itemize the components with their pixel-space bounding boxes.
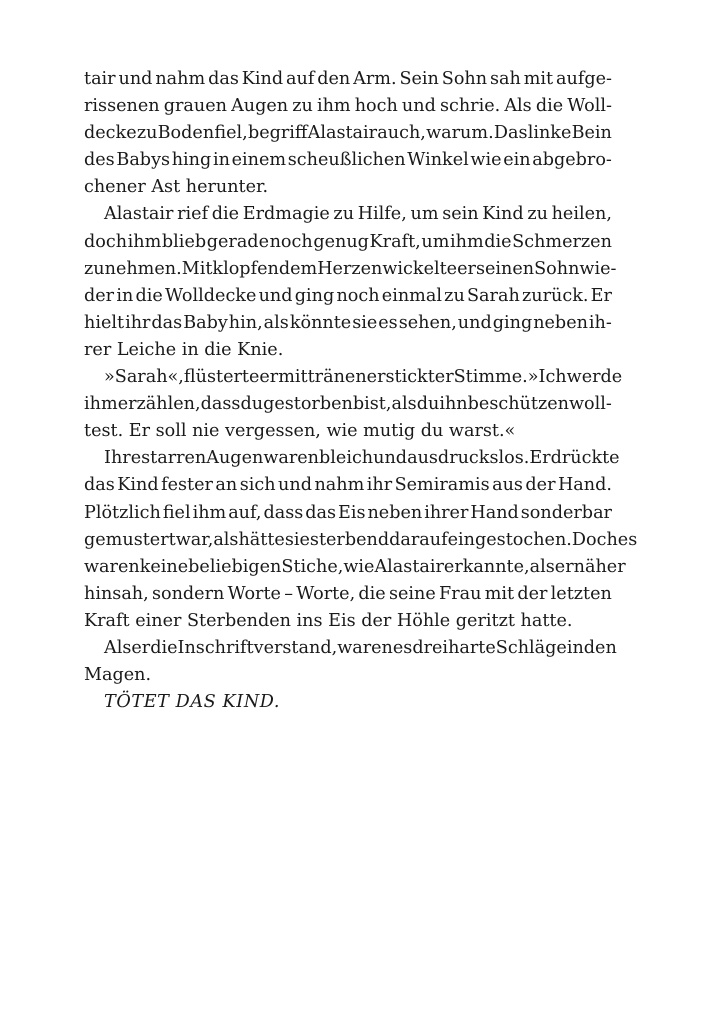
word: tair xyxy=(84,69,116,89)
word: fester xyxy=(161,475,213,496)
word: fiel, xyxy=(214,123,248,144)
word: Inschrift xyxy=(177,637,254,658)
word: sein xyxy=(442,204,479,225)
word: bist, xyxy=(352,394,392,415)
word: er xyxy=(457,258,476,279)
word: hätte xyxy=(238,529,285,550)
word: aufge- xyxy=(556,69,612,89)
word: sich xyxy=(239,475,276,496)
word: blieb xyxy=(161,231,207,252)
word: hin, xyxy=(228,312,263,333)
word: in xyxy=(116,285,134,306)
word: einem xyxy=(231,150,287,171)
word: beschützen xyxy=(467,394,569,415)
word: Bein xyxy=(571,123,612,144)
word: Hilfe, xyxy=(357,204,407,225)
word: klopfendem xyxy=(212,258,318,279)
word: ihr xyxy=(366,475,393,496)
word: dass xyxy=(263,502,304,523)
word: decke xyxy=(84,123,137,144)
word: eingestochen. xyxy=(447,529,572,550)
word: Als xyxy=(504,96,532,117)
text-line xyxy=(84,391,612,418)
word: Sohn xyxy=(534,258,580,279)
word: zu xyxy=(136,123,158,144)
word: Plötzlich xyxy=(84,502,161,523)
text-line xyxy=(84,581,612,608)
word: Wolldecke xyxy=(165,285,257,306)
word: einmal xyxy=(381,285,442,306)
word: als xyxy=(263,312,289,333)
word: und xyxy=(457,312,492,333)
word: – xyxy=(284,583,293,604)
word: hielt xyxy=(84,312,125,333)
word: verstand, xyxy=(253,637,338,658)
word: war, xyxy=(175,529,214,550)
word: er xyxy=(554,556,574,577)
word: zu xyxy=(84,258,105,279)
word: woll- xyxy=(569,394,612,415)
word: Arm. xyxy=(353,69,397,89)
word: das xyxy=(151,312,183,333)
word: sonderbar xyxy=(520,502,612,523)
word: Alastair xyxy=(374,556,444,577)
word: an xyxy=(215,475,238,496)
word: drückte xyxy=(550,448,620,469)
word: um xyxy=(421,231,450,252)
word: waren xyxy=(337,637,393,658)
word: Woll- xyxy=(567,96,612,117)
word: ih- xyxy=(588,312,612,333)
word: näher xyxy=(573,556,626,577)
text-line: Kraft einer Sterbenden ins Eis der Höhle geritzt hatte. xyxy=(84,610,573,631)
word: neben xyxy=(533,312,588,333)
word: hinsah, xyxy=(84,583,149,604)
word: ihm xyxy=(192,502,227,523)
word: neben xyxy=(367,502,423,523)
word: ging xyxy=(492,312,533,333)
word: mit xyxy=(523,69,554,89)
word: Mit xyxy=(181,258,213,279)
word: aus xyxy=(492,475,523,496)
word: erzählen, xyxy=(117,394,201,415)
word: hing xyxy=(171,150,212,171)
word: Worte, xyxy=(296,583,356,604)
word: als xyxy=(529,556,555,577)
word: Stimme. xyxy=(453,367,528,388)
word: Doch xyxy=(571,529,618,550)
word: seine xyxy=(388,583,436,604)
word: ihr xyxy=(125,312,151,333)
word: die xyxy=(358,583,386,604)
word: die xyxy=(135,285,163,306)
word: ihm xyxy=(84,394,118,415)
word: Alastair xyxy=(307,123,378,144)
word: erkannte, xyxy=(443,556,530,577)
word: fiel xyxy=(162,502,191,523)
word: der xyxy=(525,475,556,496)
word: Er xyxy=(529,448,551,469)
word: Eis xyxy=(338,502,366,523)
word: zu xyxy=(527,204,548,225)
word: bleich xyxy=(319,448,374,469)
text-line xyxy=(84,500,612,527)
word: sondern xyxy=(151,583,225,604)
word: letzten xyxy=(550,583,612,604)
word: nehmen. xyxy=(104,258,182,279)
word: wie xyxy=(343,556,375,577)
word: Kraft, xyxy=(369,231,421,252)
word: seinen xyxy=(475,258,535,279)
word: keine xyxy=(139,556,189,577)
word: rief xyxy=(177,204,209,225)
word: genug xyxy=(313,231,369,252)
word: und xyxy=(401,96,436,117)
word: Frau xyxy=(439,583,482,604)
word: wie xyxy=(470,150,502,171)
word: begriff xyxy=(247,123,308,144)
word: auf, xyxy=(228,502,262,523)
word: du xyxy=(240,394,264,415)
text-line xyxy=(84,283,612,310)
word: Hand xyxy=(470,502,519,523)
text-line: rer Leiche in die Knie. xyxy=(84,339,284,360)
word: Winkel xyxy=(407,150,469,171)
word: und xyxy=(278,475,312,496)
word: heilen, xyxy=(551,204,612,225)
text-line xyxy=(84,120,612,147)
word: tränenerstickter xyxy=(307,367,454,388)
word: Herzen xyxy=(317,258,383,279)
text-line xyxy=(84,147,612,174)
text-line xyxy=(84,310,612,337)
word: sie xyxy=(352,312,378,333)
word: er xyxy=(259,367,279,388)
word: das xyxy=(208,69,239,89)
word: Kind xyxy=(241,69,284,89)
word: Hand. xyxy=(557,475,612,496)
word: Boden xyxy=(157,123,215,144)
text-line xyxy=(84,201,612,228)
word: Schmerzen xyxy=(512,231,612,252)
word: Worte xyxy=(227,583,281,604)
word: des xyxy=(84,150,115,171)
text-line: Magen. xyxy=(84,665,152,686)
word: darauf xyxy=(389,529,448,550)
word: »Sarah«, xyxy=(104,367,184,388)
word: es xyxy=(617,529,638,550)
word: der xyxy=(517,583,548,604)
word: dass xyxy=(200,394,241,415)
word: und xyxy=(118,69,153,89)
word: Alastair xyxy=(104,204,174,225)
word: als xyxy=(391,394,417,415)
word: Kind xyxy=(482,204,524,225)
word: werde xyxy=(566,367,623,388)
word: nahm xyxy=(314,475,365,496)
word: Als xyxy=(104,637,132,658)
text-line xyxy=(84,554,626,581)
word: ihm xyxy=(127,231,162,252)
word: waren xyxy=(84,556,140,577)
word: Augen xyxy=(231,96,289,117)
word: Sein xyxy=(399,69,439,89)
word: Sarah xyxy=(467,285,520,306)
word: ihn xyxy=(439,394,468,415)
word: zurück. xyxy=(522,285,589,306)
word: die xyxy=(150,637,178,658)
word: ihm xyxy=(449,231,484,252)
word: zu xyxy=(292,96,313,117)
word: auf xyxy=(286,69,315,89)
word: ging xyxy=(294,285,335,306)
word: linke xyxy=(527,123,572,144)
word: ein xyxy=(503,150,531,171)
word: rissenen xyxy=(84,96,160,117)
word: wie- xyxy=(579,258,617,279)
word: starren xyxy=(141,448,207,469)
text-line xyxy=(84,527,638,554)
word: den xyxy=(317,69,351,89)
word: auch, xyxy=(377,123,426,144)
word: harte xyxy=(448,637,496,658)
word: sehen, xyxy=(398,312,457,333)
word: drei xyxy=(412,637,449,658)
word: zu xyxy=(333,204,355,225)
text-line xyxy=(84,93,612,120)
inscription-line: TÖTET DAS KIND. xyxy=(104,692,281,713)
word: Das xyxy=(493,123,528,144)
word: die xyxy=(484,231,512,252)
word: hoch xyxy=(354,96,398,117)
word: gemustert xyxy=(84,529,176,550)
text-line: test. Er soll nie vergessen, wie mutig du warst.« xyxy=(84,421,516,442)
word: mit xyxy=(484,583,515,604)
word: könnte xyxy=(289,312,352,333)
word: doch xyxy=(84,231,128,252)
text-line xyxy=(84,445,620,472)
word: beliebigen xyxy=(188,556,282,577)
text-line xyxy=(84,256,617,283)
text-line xyxy=(84,472,612,499)
word: abgebro- xyxy=(532,150,612,171)
word: Semiramis xyxy=(394,475,490,496)
word: »Ich xyxy=(527,367,567,388)
word: er xyxy=(131,637,151,658)
text-line xyxy=(84,229,612,256)
word: Augen xyxy=(206,448,264,469)
word: flüsterte xyxy=(183,367,260,388)
word: die xyxy=(211,204,240,225)
word: nahm xyxy=(155,69,206,89)
word: warum. xyxy=(426,123,494,144)
word: du xyxy=(416,394,440,415)
word: es xyxy=(378,312,398,333)
word: sie xyxy=(284,529,310,550)
word: mit xyxy=(278,367,308,388)
word: gestorben xyxy=(263,394,353,415)
word: Baby xyxy=(183,312,228,333)
word: Ihre xyxy=(104,448,142,469)
word: Stiche, xyxy=(281,556,344,577)
text-line xyxy=(84,635,617,662)
word: waren xyxy=(263,448,320,469)
word: gerade xyxy=(206,231,269,252)
word: Erdmagie xyxy=(242,204,330,225)
word: ihm xyxy=(316,96,351,117)
word: ihrer xyxy=(424,502,469,523)
word: grauen xyxy=(163,96,227,117)
word: Sohn xyxy=(441,69,488,89)
word: schrie. xyxy=(439,96,501,117)
text-line: chener Ast herunter. xyxy=(84,177,269,198)
word: in xyxy=(212,150,230,171)
word: zu xyxy=(444,285,465,306)
word: um xyxy=(410,204,439,225)
word: und xyxy=(258,285,293,306)
word: als xyxy=(213,529,239,550)
word: Schläge xyxy=(495,637,567,658)
text-line xyxy=(84,364,623,391)
word: die xyxy=(535,96,564,117)
word: Kind xyxy=(117,475,159,496)
word: der xyxy=(84,285,115,306)
word: noch xyxy=(269,231,313,252)
body-text xyxy=(84,66,638,716)
word: Babys xyxy=(116,150,171,171)
word: und xyxy=(373,448,408,469)
word: das xyxy=(84,475,115,496)
word: es xyxy=(392,637,413,658)
word: noch xyxy=(336,285,380,306)
word: das xyxy=(305,502,337,523)
word: sterbend xyxy=(309,529,390,550)
word: wickelte xyxy=(382,258,458,279)
word: scheußlichen xyxy=(287,150,406,171)
word: ausdruckslos. xyxy=(407,448,530,469)
text-line xyxy=(84,66,612,93)
word: Er xyxy=(590,285,612,306)
word: in xyxy=(566,637,584,658)
word: den xyxy=(583,637,617,658)
word: sah xyxy=(489,69,521,89)
